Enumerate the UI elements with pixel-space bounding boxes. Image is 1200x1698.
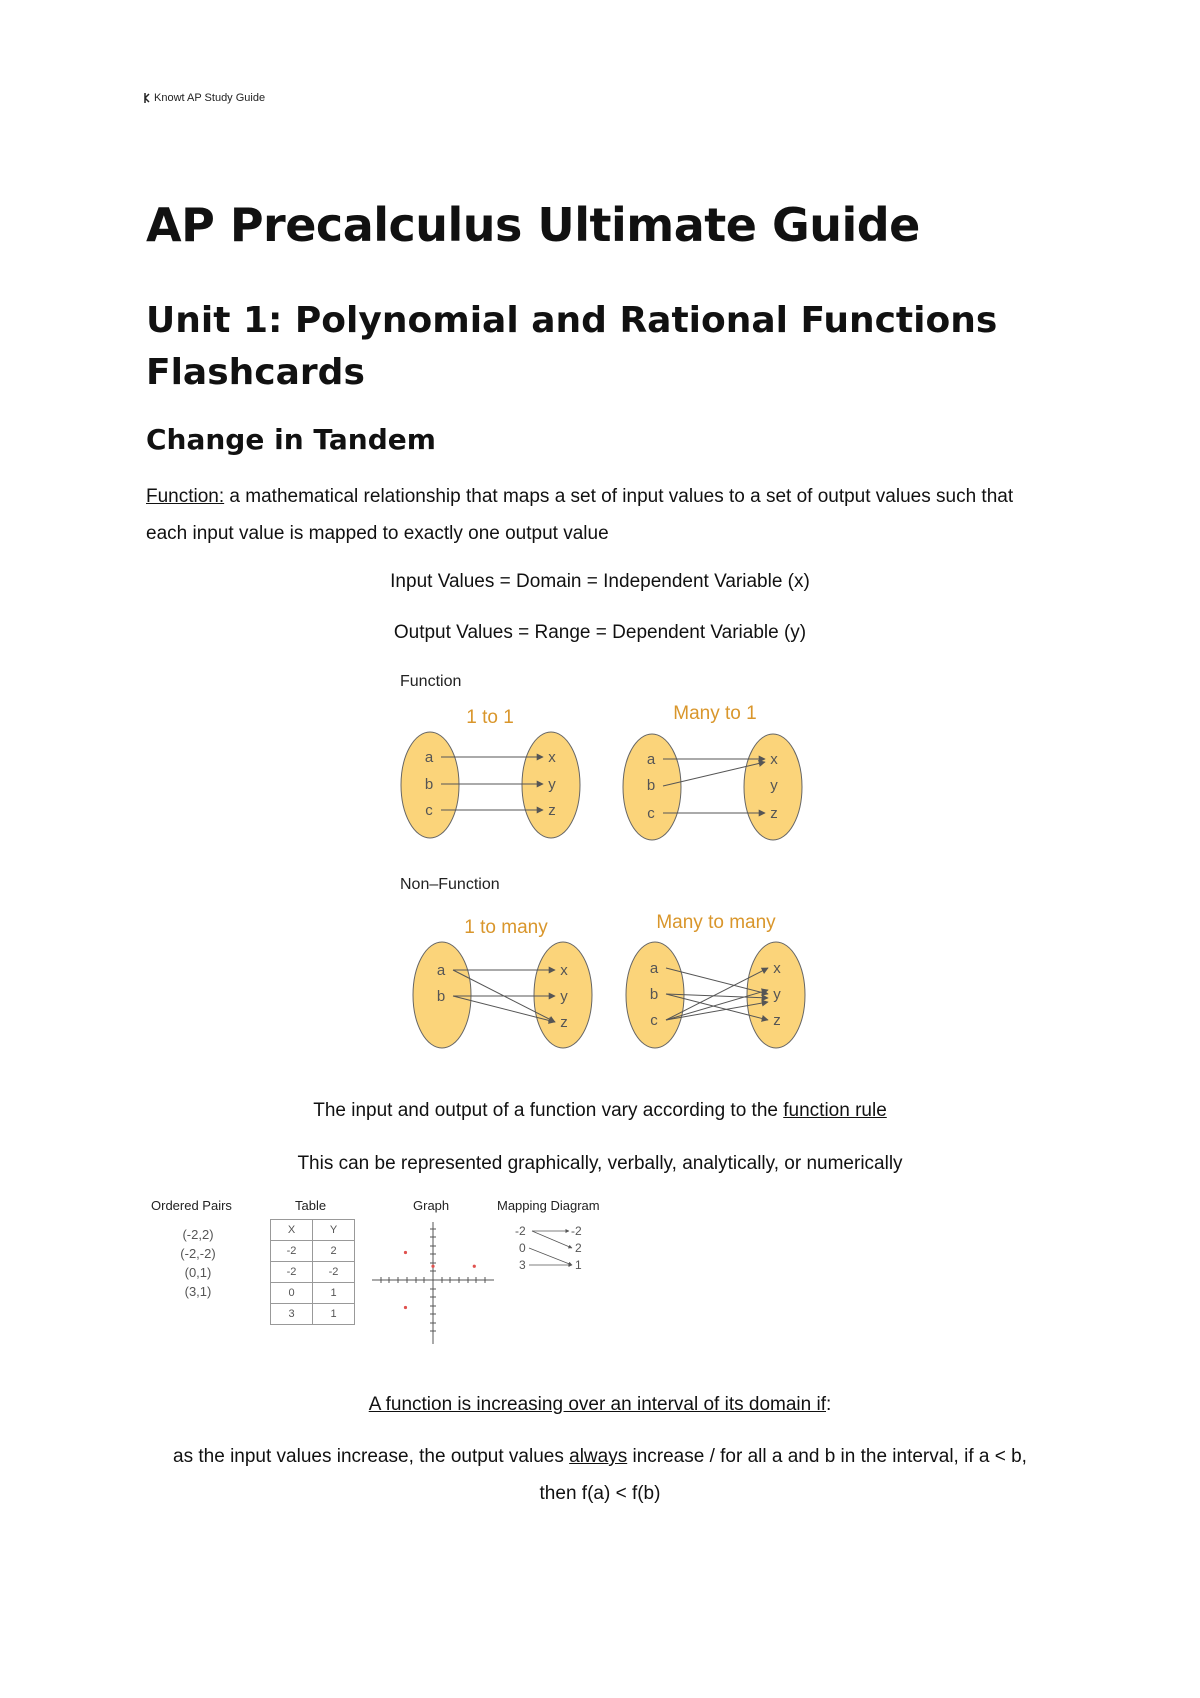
many-to-many-label: Many to many	[656, 912, 776, 933]
graph-point	[431, 1265, 434, 1268]
output-values-line: Output Values = Range = Dependent Variable (y)	[393, 622, 807, 643]
letter-b: b	[436, 988, 446, 1005]
letter-b: b	[646, 777, 656, 794]
ordered-pair: (-2,2)	[182, 1227, 214, 1242]
letter-a: a	[436, 962, 446, 979]
mapping-input: -2	[515, 1224, 526, 1238]
table-header: X	[271, 1220, 313, 1241]
table-header-row	[271, 1220, 355, 1241]
letter-a: a	[424, 749, 434, 766]
increasing-heading-text: A function is increasing over an interval of its domain if	[368, 1394, 826, 1415]
function-rule-line	[0, 1100, 1200, 1122]
ordered-pair: (3,1)	[184, 1284, 212, 1299]
one-to-one-diagram	[401, 707, 580, 838]
one-to-many-label: 1 to many	[464, 917, 548, 938]
ordered-pair: (-2,-2)	[180, 1246, 216, 1261]
table-row	[271, 1262, 355, 1283]
input-values-line: Input Values = Domain = Independent Variable (x)	[390, 571, 810, 592]
function-heading: Function	[400, 673, 462, 690]
unit-title: Unit 1: Polynomial and Rational Functions Flashcards	[146, 300, 998, 393]
mapping-output: 2	[575, 1241, 582, 1255]
table-row	[271, 1241, 355, 1262]
many-to-many-diagram	[626, 912, 805, 1048]
mapping-output: 1	[575, 1258, 582, 1272]
letter-c: c	[425, 802, 433, 819]
table-header: Y	[313, 1220, 355, 1241]
header-brand: Knowt AP Study Guide	[154, 92, 266, 104]
coordinate-graph	[370, 1220, 496, 1346]
table-cell: 2	[313, 1241, 355, 1262]
table-cell: 3	[271, 1304, 313, 1325]
mapping-input: 0	[519, 1241, 526, 1255]
nonfunction-heading: Non–Function	[400, 876, 500, 893]
mapping-output: -2	[571, 1224, 582, 1238]
increasing-line-2: then f(a) < f(b)	[539, 1483, 661, 1504]
letter-a: a	[649, 960, 659, 977]
definition-term: Function:	[146, 486, 225, 507]
graph-point	[404, 1306, 407, 1309]
ordered-pair: (0,1)	[184, 1265, 212, 1280]
arrow	[529, 1248, 572, 1265]
letter-c: c	[647, 805, 655, 822]
letter-b: b	[424, 776, 434, 793]
table-row	[271, 1283, 355, 1304]
increasing-line-1	[0, 1446, 1200, 1468]
table-cell: 0	[271, 1283, 313, 1304]
letter-c: c	[650, 1012, 658, 1029]
table-cell: -2	[271, 1241, 313, 1262]
letter-b: b	[649, 986, 659, 1003]
ordered-pairs-list	[176, 1225, 220, 1301]
mapping-diagram-label: Mapping Diagram	[497, 1198, 600, 1213]
increasing-heading-colon: :	[826, 1394, 832, 1415]
letter-x: x	[770, 751, 778, 768]
mini-mapping-diagram	[515, 1222, 595, 1282]
table-cell: -2	[313, 1262, 355, 1283]
many-to-one-diagram	[623, 703, 802, 840]
graph-label: Graph	[413, 1198, 450, 1213]
graph-point	[404, 1251, 407, 1254]
letter-z: z	[548, 802, 556, 819]
letter-x: x	[560, 962, 568, 979]
function-rule-text: The input and output of a function vary according to the	[313, 1100, 784, 1121]
graph-point	[473, 1265, 476, 1268]
table-cell: 1	[313, 1283, 355, 1304]
table-row	[271, 1304, 355, 1325]
letter-y: y	[560, 988, 568, 1005]
values-table	[270, 1219, 355, 1325]
increasing-text-after: increase / for all a and b in the interval, if a < b,	[627, 1446, 1027, 1467]
ordered-pairs-label: Ordered Pairs	[151, 1198, 232, 1213]
table-label: Table	[295, 1198, 327, 1213]
one-to-one-label: 1 to 1	[466, 707, 514, 728]
increasing-text-before: as the input values increase, the output values	[173, 1446, 570, 1467]
table-cell: 1	[313, 1304, 355, 1325]
letter-z: z	[770, 805, 778, 822]
function-rule-link: function rule	[783, 1100, 887, 1121]
letter-x: x	[773, 960, 781, 977]
letter-y: y	[770, 777, 778, 794]
mapping-input: 3	[519, 1258, 526, 1272]
table-cell: -2	[271, 1262, 313, 1283]
section-title: Change in Tandem	[146, 423, 436, 456]
increasing-text-emph: always	[569, 1446, 628, 1467]
letter-z: z	[773, 1012, 781, 1029]
many-to-one-label: Many to 1	[673, 703, 757, 724]
arrow	[532, 1231, 572, 1248]
one-to-many-diagram	[413, 917, 592, 1048]
letter-z: z	[560, 1014, 568, 1031]
letter-a: a	[646, 751, 656, 768]
increasing-heading	[0, 1394, 1200, 1416]
letter-x: x	[548, 749, 556, 766]
letter-y: y	[548, 776, 556, 793]
definition-text: a mathematical relationship that maps a set of input values to a set of output values such that each input value is mapped to exactly one output value	[146, 486, 1014, 544]
page-title: AP Precalculus Ultimate Guide	[146, 198, 920, 252]
letter-y: y	[773, 986, 781, 1003]
representations-line: This can be represented graphically, verbally, analytically, or numerically	[297, 1153, 903, 1174]
